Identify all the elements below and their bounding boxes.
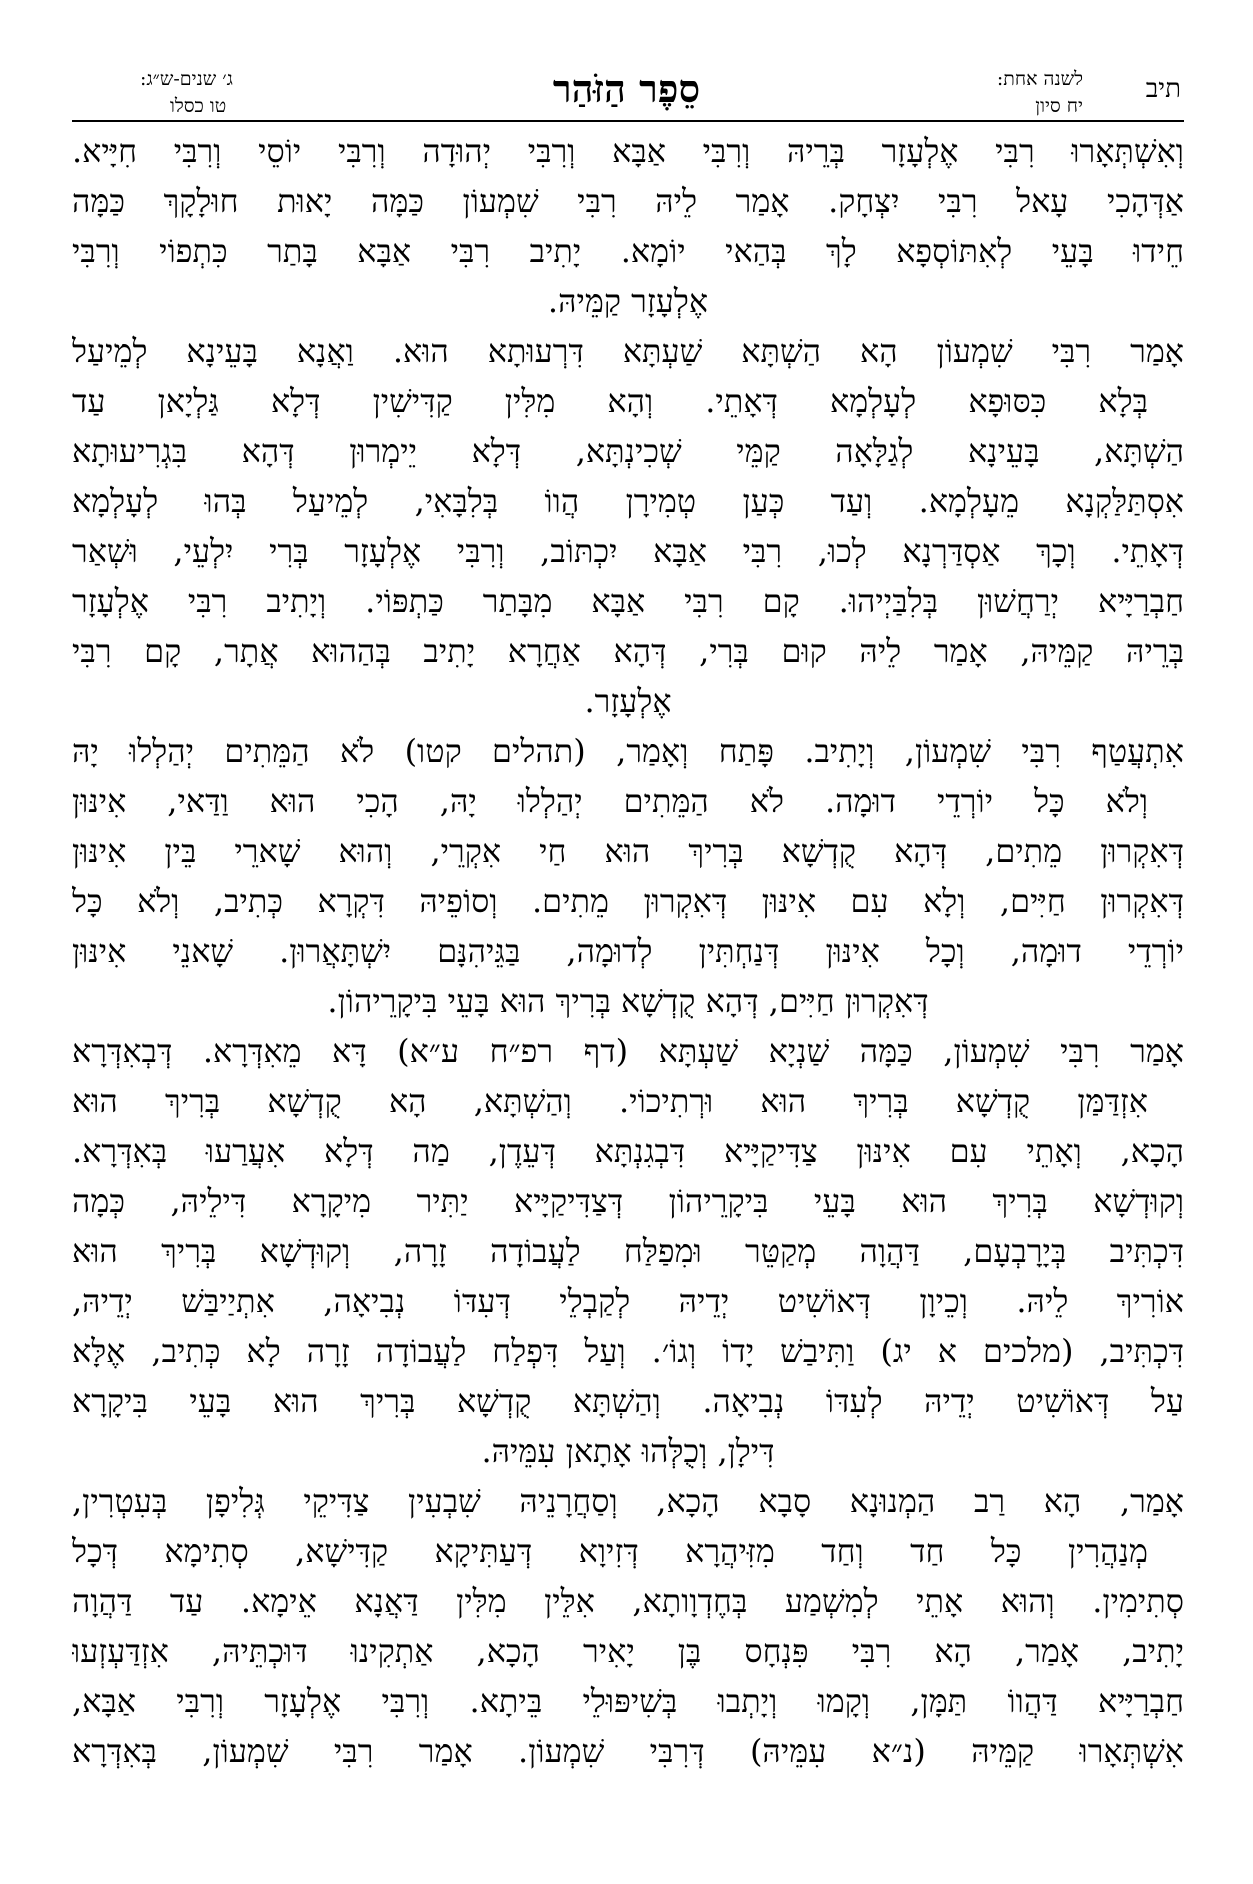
text-line: הָכָא, וְאָתֵי עִם אִינּוּן צַדִּיקַיָּיא דִּבְגִנְתָּא דְּעֵדֶן, מַה דְּלָא אִעֲרַעוּ בְּאִדְּרָא. [72,1132,1184,1170]
text-line: וְקוּדְשָׁא בְּרִיךְ הוּא בָּעֵי בִּיקָרֵיהוֹן דְּצַדִּיקַיָּיא יַתִּיר מִיקָרָא דִּילֵיהּ, כְּמָה [72,1182,1184,1220]
text-line: דְּאִקְרוּן מֵתִים, דְּהָא קֻדְשָׁא בְּרִיךְ הוּא חַי אִקְרֵי, וְהוּא שָׁארֵי בֵּין אִינּוּן [72,832,1184,870]
text-line: חֵידוּ בָּעֵי לְאִתּוֹסְפָא לָךְ בְּהַאי יוֹמָא. יָתִיב רִבִּי אַבָּא בָּתַר כִּתְפוֹי וְרִבִּי [72,232,1184,270]
paragraph-first-line: אָמַר רִבִּי שִׁמְעוֹן הָא הַשְׁתָּא שַׁעְתָּא דִּרְעוּתָא הוּא. וַאֲנָא בָּעֵינָא לְמֵיעַל [72,332,1184,370]
text-line: יָתִיב, אָמַר, הָא רִבִּי פִּנְחָס בֶּן יָאִיר הָכָא, אַתְקִינוּ דּוּכְתֵּיהּ, אִזְדַּעְזְעוּ [72,1632,1184,1670]
text-line: דִּכְתִּיב בְּיָרָבְעָם, דַּהֲוָה מְקַטֵּר וּמִפַלַּח לַעֲבוֹדָה זָרָה, וְקוּדְשָׁא בְּרִיךְ הוּא [72,1232,1184,1270]
text-line: בְּלָא כִּסּוּפָא לְעָלְמָא דְּאָתֵי. וְהָא מִלִּין קַדִּישִׁין דְּלָא גַּלְיָאן עַד [72,382,1148,420]
text-line: אֶלְעָזָר. [584,682,672,720]
running-header [0,0,1253,120]
text-line: וְאִשְׁתְּאָרוּ רִבִּי אֶלְעָזָר בְּרֵיהּ וְרִבִּי אַבָּא וְרִבִּי יְהוּדָה וְרִבִּי יוֹסֵי וְרִבִּי חִיָּיא. [72,132,1184,170]
paragraph-first-line [72,726,1184,776]
text-line: עַל דְּאוֹשִׁיט יְדֵיהּ לְעִדּוֹ נְבִיאָה. וְהַשְׁתָּא קֻדְשָׁא בְּרִיךְ הוּא בָּעֵי בִּיקָרָא [72,1382,1184,1420]
text-line: אַדְּהָכִי עָאל רִבִּי יִצְחָק. אָמַר לֵיהּ רִבִּי שִׁמְעוֹן כַּמָּה יָאוּת חוּלָקָךְ כַּמָּה [72,182,1184,220]
text-line: וְלֹא כָּל יוֹרְדֵי דוּמָה. לֹא הַמֵּתִים יְהַלְלוּ יָהּ, הָכִי הוּא וַדַּאי, אִינּוּן [72,782,1149,820]
text-line: אִזְדַּמַּן קֻדְשָׁא בְּרִיךְ הוּא וּרְתִיכוֹי. וְהַשְׁתָּא, הָא קֻדְשָׁא בְּרִיךְ הוּא [72,1082,1148,1120]
body-text [72,126,1184,1776]
line-start: אִתְעֲטַף רִבִּי שִׁמְעוֹן, וְיָתִיב. פָּתַח וְאָמַר, (תהלים קטו) לֹא הַמֵּתִים יְהַלְלוּ יָהּ [72,732,1184,770]
text-line: דִּכְתִּיב, (מלכים א יג) וַתִּיבַשׁ יָדוֹ וְגוֹ׳. וְעַל דִּפְלַח לַעֲבוֹדָה זָרָה לָא כְּתִיב, אֶלָּא [72,1332,1184,1370]
text-line: חַבְרַיָּיא יְרַחֲשׁוּן בְּלִבַּיְיהוּ. קָם רִבִּי אַבָּא מִבָּתַר כַּתְפּוֹי. וְיָתִיב רִבִּי אֶלְעָזָר [72,582,1184,620]
text-line: בְּרֵיהּ קַמֵּיהּ, אָמַר לֵיהּ קוּם בְּרִי, דְּהָא אַחֲרָא יָתִיב בְּהַהוּא אֲתָר, קָם רִבִּי [72,632,1184,670]
text-line: אִשְׁתְּאָרוּ קַמֵּיהּ (נ״א עִמֵּיהּ) דְּרִבִּי שִׁמְעוֹן. אָמַר רִבִּי שִׁמְעוֹן, בְּאִדְּרָא [72,1732,1184,1770]
page-number: תיב [1145,74,1181,104]
text-line: דְּאִקְרוּן חַיִּים, וְלָא עִם אִינּוּן דְּאִקְרוּן מֵתִים. וְסוֹפֵיהּ דִּקְרָא כְּתִיב, וְלֹא כָּל [72,882,1184,920]
text-line: הַשְׁתָּא, בָּעֵינָא לְגַלָּאָה קַמֵּי שְׁכִינְתָּא, דְּלָא יֵימְרוּן דְּהָא בִּגְרִיעוּתָא [72,432,1184,470]
paragraph-first-line: אָמַר רִבִּי שִׁמְעוֹן, כַּמָּה שַׁנְיָא שַׁעְתָּא (דף רפ״ח ע״א) דָּא מֵאִדְּרָא. דְּבְאִדְּרָא [72,1032,1184,1070]
paragraph-first-line: אָמַר, הָא רַב הַמְנוּנָא סָבָא הָכָא, וְסַחֲרָנֵיהּ שִׁבְעִין צַדִּיקֵי גְּלִיפָן בְּעִטְרִין, [72,1482,1184,1520]
one-year-schedule-label: לשנה אחת: [996,68,1083,90]
text-line: אוֹרִיךְ לֵיהּ. וְכֵיוָן דְּאוֹשִׁיט יְדֵיהּ לְקַבְלֵי דְּעִדּוֹ נְבִיאָה, אִתְיַיבַּשׁ יְדֵיהּ, [72,1282,1184,1320]
text-line: חַבְרַיָּיא דַּהֲווֹ תַּמָּן, וְקָמוּ וְיָתְבוּ בְּשִׁיפּוּלֵי בֵּיתָא. וְרִבִּי אֶלְעָזָר וְרִבִּי אַבָּא, [72,1682,1184,1720]
book-title: סֵפֶר הַזֹּהַר [552,66,701,111]
text-line: יוֹרְדֵי דוּמָה, וְכָל אִינּוּן דְּנַחְתִּין לְדוּמָה, בַּגֵּיהִנָּם יִשְׁתָּאֲרוּן. שָׁאנֵי אִינּוּן [72,932,1184,970]
three-year-schedule-date: טו כסלו [170,95,227,117]
text-line: סְתִימִין. וְהוּא אָתֵי לְמִשְׁמַע בְּחֶדְוָותָא, אִלֵּין מִלִּין דַּאֲנָא אֵימָא. עַד דַּהֲוָה [72,1582,1184,1620]
text-line: דִּילָן, וְכֻלְּהוּ אָתָאן עִמֵּיהּ. [481,1432,775,1470]
text-line: אֶלְעָזָר קַמֵּיהּ. [547,282,709,320]
header-rule [72,120,1184,122]
three-year-schedule-label: ג׳ שנים-ש״ג: [140,68,233,90]
text-line: מְנַהֲרִין כָּל חַד וְחַד מִזִּיהֲרָא דְּזִיוָא דְּעַתִּיקָא קַדִּישָׁא, סְתִימָא דְּכָל [72,1532,1148,1570]
text-line: אִסְתַּלַּקְנָא מֵעָלְמָא. וְעַד כְּעַן טְמִירָן הֲווֹ בְּלִבָּאִי, לְמֵיעַל בְּהוּ לְעָלְמָא [72,482,1184,520]
text-line: דְּאָתֵי. וְכָךְ אַסְדַּרְנָא לְכוּ, רִבִּי אַבָּא יִכְתּוֹב, וְרִבִּי אֶלְעָזָר בְּרִי יִלְעֵי, וּשְׁאַר [72,532,1184,570]
one-year-schedule-date: יח סיון [1035,95,1083,117]
text-line: דְּאִקְרוּן חַיִּים, דְּהָא קֻדְשָׁא בְּרִיךְ הוּא בָּעֵי בִּיקָרֵיהוֹן. [327,982,929,1020]
